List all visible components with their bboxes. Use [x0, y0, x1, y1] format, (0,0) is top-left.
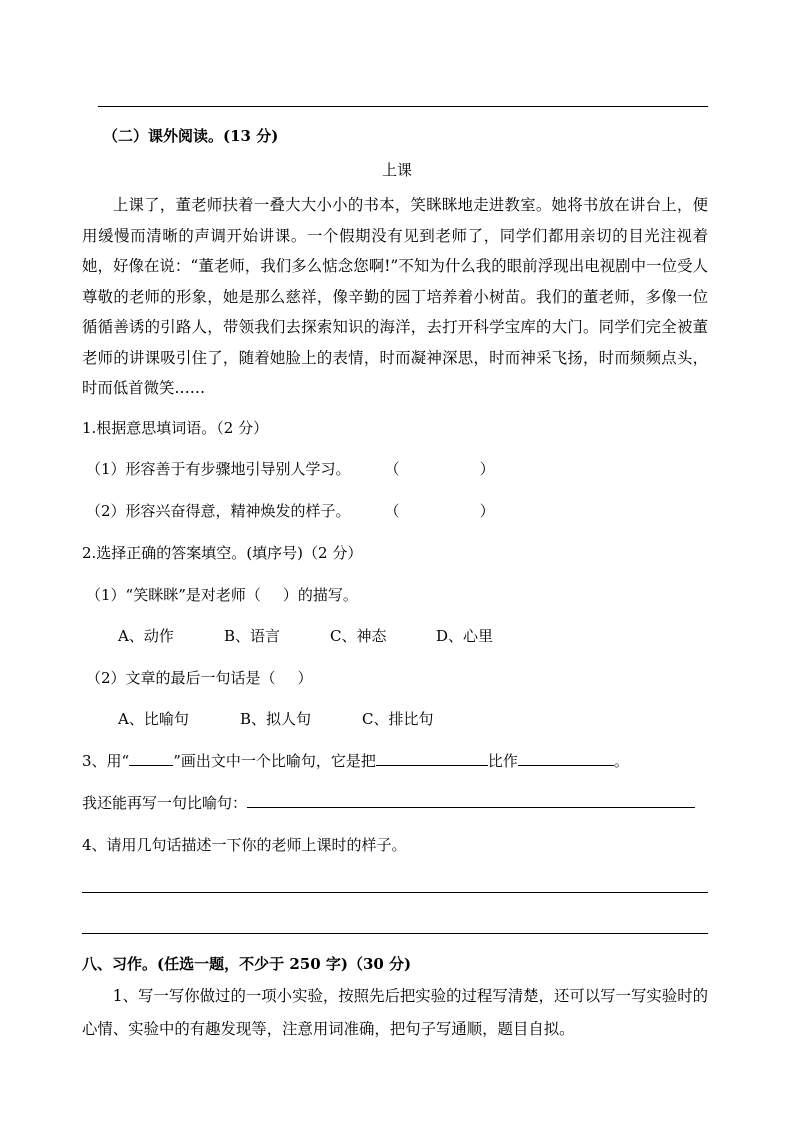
answer-blank[interactable]: [518, 753, 614, 766]
passage-paragraph: 上课了，董老师扶着一叠大大小小的书本，笑眯眯地走进教室。她将书放在讲台上，便用缓慢而清晰的声调开始讲课。一个假期没有见到老师了，同学们都用亲切的目光注视着她，好像在说：“董老师，我们多么惦念您啊!”不知为什么我的眼前浮现出电视剧中一位受人尊敬的老师的形象，她是那么慈祥，像辛勤的园丁培养着小树苗。我们的董老师，多像一位循循善诱的引路人，带领我们去探索知识的海洋，去打开科学宝库的大门。同学们完全被董老师的讲课吸引住了，随着她脸上的表情，时而凝神深思，时而神采飞扬，时而频频点头，时而低首微笑……: [82, 196, 708, 397]
option-a: A、比喻句: [118, 710, 189, 728]
question-2-item-2-before: （2）文章的最后一句话是（: [86, 669, 276, 687]
option-c: C、排比句: [362, 710, 434, 728]
question-3: [82, 750, 629, 771]
option-c: C、神态: [330, 627, 387, 645]
answer-line[interactable]: [82, 933, 708, 934]
question-1-item-2: [86, 500, 495, 521]
writing-prompt-text: 1、写一写你做过的一项小实验，按照先后把实验的过程写清楚，还可以写一写实验时的心情、实验中的有趣发现等，注意用词准确，把句子写通顺，题目自拟。: [82, 987, 708, 1038]
underline-sample: [129, 753, 173, 766]
question-2-item-1: [86, 584, 358, 605]
question-1-item-2-text: （2）形容兴奋得意，精神焕发的样子。: [86, 502, 351, 520]
answer-paren-open: （: [384, 502, 400, 520]
writing-section-heading: 八、习作。(任选一题，不少于 250 字)（30 分): [82, 955, 412, 973]
answer-blank[interactable]: [247, 795, 695, 808]
story-title: 上课: [381, 161, 412, 179]
question-1-title: 1.根据意思填词语。（2 分）: [82, 419, 269, 437]
question-3-part-4: 。: [613, 752, 629, 770]
question-3-extra-text: 我还能再写一句比喻句：: [82, 794, 248, 812]
question-3-part-3: 比作: [487, 752, 518, 770]
answer-line[interactable]: [82, 892, 708, 893]
question-3-part-1: 3、用“: [82, 752, 130, 770]
answer-paren-close: ）: [479, 502, 495, 520]
question-2-item-2-after: ）: [297, 669, 313, 687]
question-2-item-1-options: [118, 625, 542, 646]
question-3-part-2: ”画出文中一个比喻句，它是把: [173, 752, 376, 770]
writing-prompt: [82, 980, 708, 1046]
option-b: B、拟人句: [240, 710, 312, 728]
question-1-item-1: [86, 458, 495, 479]
question-2-item-2-options: [118, 708, 484, 729]
question-2-title: 2.选择正确的答案填空。(填序号)（2 分）: [82, 544, 363, 562]
option-b: B、语言: [224, 627, 281, 645]
question-2-item-2: [86, 667, 313, 688]
reading-passage: [82, 190, 708, 404]
top-divider: [98, 106, 708, 107]
question-2-item-1-after: ）的描写。: [282, 586, 358, 604]
option-d: D、心里: [436, 627, 494, 645]
question-3-extra: [82, 792, 695, 813]
option-a: A、动作: [118, 627, 174, 645]
question-4-title: 4、请用几句话描述一下你的老师上课时的样子。: [82, 836, 407, 854]
question-2-item-1-before: （1）“笑眯眯”是对老师（: [86, 586, 261, 604]
answer-paren-close: ）: [479, 460, 495, 478]
answer-blank[interactable]: [376, 753, 488, 766]
question-1-item-1-text: （1）形容善于有步骤地引导别人学习。: [86, 460, 351, 478]
answer-paren-open: （: [384, 460, 400, 478]
reading-section-heading: （二）课外阅读。(13 分): [103, 127, 279, 145]
